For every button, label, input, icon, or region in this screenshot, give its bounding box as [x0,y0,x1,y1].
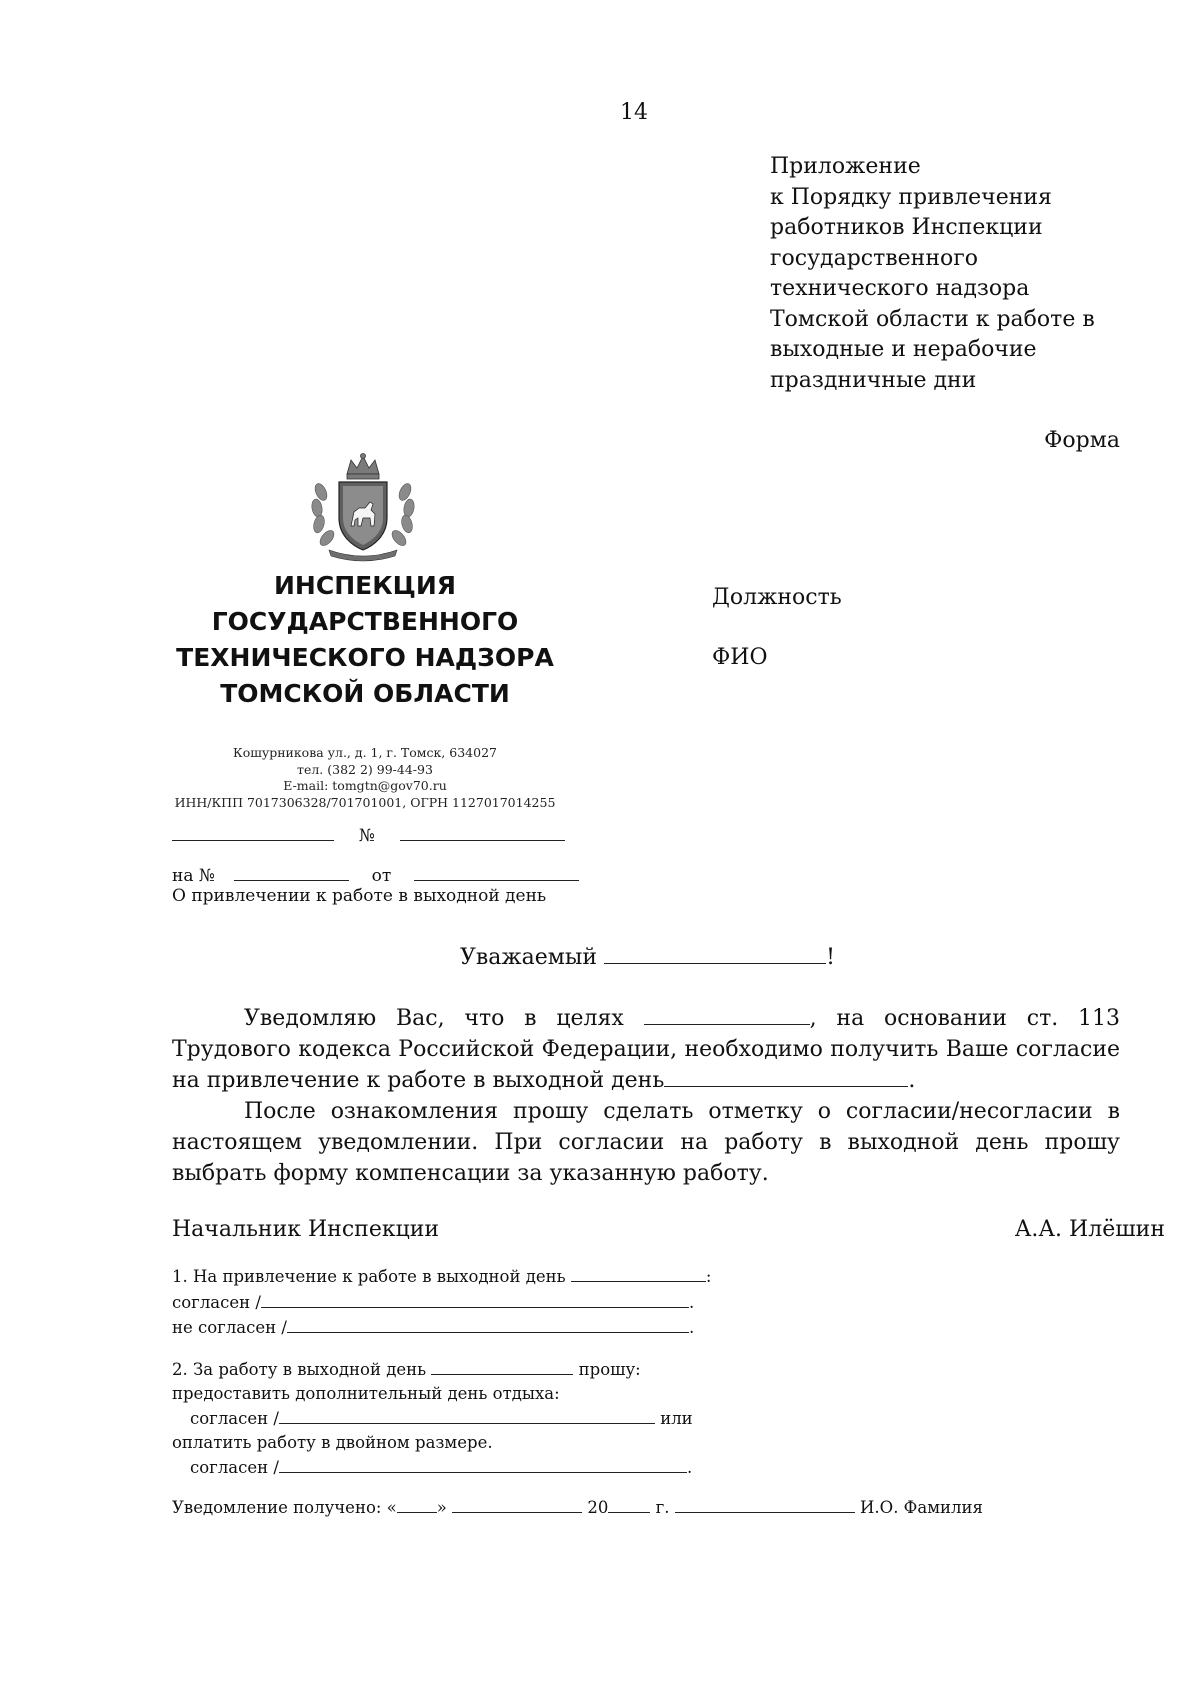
signer-name: А.А. Илёшин [1014,1217,1165,1242]
appendix-line: технического надзора [770,276,1030,301]
receipt-label: Уведомление получено: « [172,1498,397,1517]
appendix-line: Томской области к работе в [770,306,1095,332]
number-sign: № [358,826,375,846]
greeting [460,945,835,970]
receipt-row [172,1494,983,1520]
item2-request: прошу: [578,1360,641,1379]
purpose-blank[interactable] [644,1006,810,1025]
ref-number-label: на № [172,866,215,886]
workday-date-blank[interactable] [664,1068,908,1087]
item1-disagree-label: не согласен / [172,1318,287,1337]
receipt-year-blank[interactable] [608,1494,650,1513]
page-number: 14 [620,100,648,125]
body-paragraph-1 [172,1003,1120,1096]
item1-disagree-period: . [688,1318,695,1337]
recipient-fio: ФИО [712,645,768,670]
body-text [172,1003,1120,1189]
receipt-name: И.О. Фамилия [860,1498,983,1517]
appendix-line: выходные и нерабочие [770,337,1037,362]
receipt-signature-blank[interactable] [675,1494,855,1513]
greeting-text: Уважаемый [460,945,598,970]
date-blank[interactable] [172,822,334,841]
body-p1-middle: , на основании ст. 113 Трудового кодекса Российской Федерации, необходимо получить Ваше согласие на привлечение к работе в выходной день [172,1006,1121,1093]
receipt-month-blank[interactable] [452,1494,582,1513]
ref-from-label: от [371,866,392,886]
appendix-line: праздничные дни [770,367,977,393]
form-label: Форма [1044,428,1120,453]
appendix-line: к Порядку привлечения [770,184,1052,210]
consent-item-1 [172,1263,711,1340]
receipt-year-prefix: 20 [587,1498,609,1517]
item2-label: 2. За работу в выходной день [172,1360,427,1379]
item1-agree-signature-blank[interactable] [261,1289,689,1308]
address: Кошурникова ул., д. 1, г. Томск, 634027 [233,745,497,760]
registration-number-row [172,822,565,846]
item1-label: 1. На привлечение к работе в выходной день [172,1267,566,1286]
ref-date-blank[interactable] [414,862,579,881]
consent-item-2 [172,1356,693,1480]
greeting-end: ! [826,945,835,970]
day-off-signature-blank[interactable] [279,1405,655,1424]
appendix-line: Приложение [770,154,921,179]
option-day-off-agree: согласен / [190,1409,279,1428]
option-double-pay: оплатить работу в двойном размере. [172,1432,493,1452]
item1-agree-label: согласен / [172,1292,261,1312]
registration-reference-row [172,862,579,886]
requisites: ИНН/КПП 7017306328/701701001, ОГРН 1127017014255 [174,794,556,810]
tomsk-region-coat-of-arms-icon [307,452,419,562]
appendix-header [770,152,1095,396]
appendix-line: государственного [770,245,979,271]
option-double-pay-agree: согласен / [190,1458,279,1477]
signer-position: Начальник Инспекции [172,1217,440,1242]
double-pay-period: . [686,1458,693,1477]
letter-subject: О привлечении к работе в выходной день [172,886,547,906]
receipt-year-suffix: г. [655,1498,670,1517]
or-word: или [660,1409,693,1428]
addressee-blank[interactable] [604,945,826,964]
body-paragraph-2: После ознакомления прошу сделать отметку о согласии/несогласии в настоящем уведомлении. При согласии на работу в выходной день прошу выбрать форму компенсации за указанную работу. [172,1099,1120,1186]
email: E-mail: tomgtn@gov70.ru [283,778,447,793]
item1-agree-period: . [688,1292,695,1312]
number-blank[interactable] [400,822,565,841]
ref-number-blank[interactable] [234,862,349,881]
item1-disagree-signature-blank[interactable] [287,1314,689,1333]
organization-contacts [160,745,570,811]
receipt-day-blank[interactable] [397,1494,437,1513]
receipt-quote-close: » [436,1498,447,1517]
organization-name: ИНСПЕКЦИЯ ГОСУДАРСТВЕННОГО ТЕХНИЧЕСКОГО НАДЗОРА ТОМСКОЙ ОБЛАСТИ [176,571,554,708]
body-p1-start: Уведомляю Вас, что в целях [244,1006,624,1031]
item1-date-blank[interactable] [571,1263,706,1282]
item1-colon: : [705,1267,712,1286]
double-pay-signature-blank[interactable] [279,1454,687,1473]
body-p1-end: . [908,1068,916,1093]
option-day-off: предоставить дополнительный день отдыха: [172,1383,560,1403]
item2-date-blank[interactable] [431,1356,573,1375]
appendix-line: работников Инспекции [770,215,1043,240]
recipient-position: Должность [712,585,842,610]
phone: тел. (382 2) 99-44-93 [297,761,433,777]
